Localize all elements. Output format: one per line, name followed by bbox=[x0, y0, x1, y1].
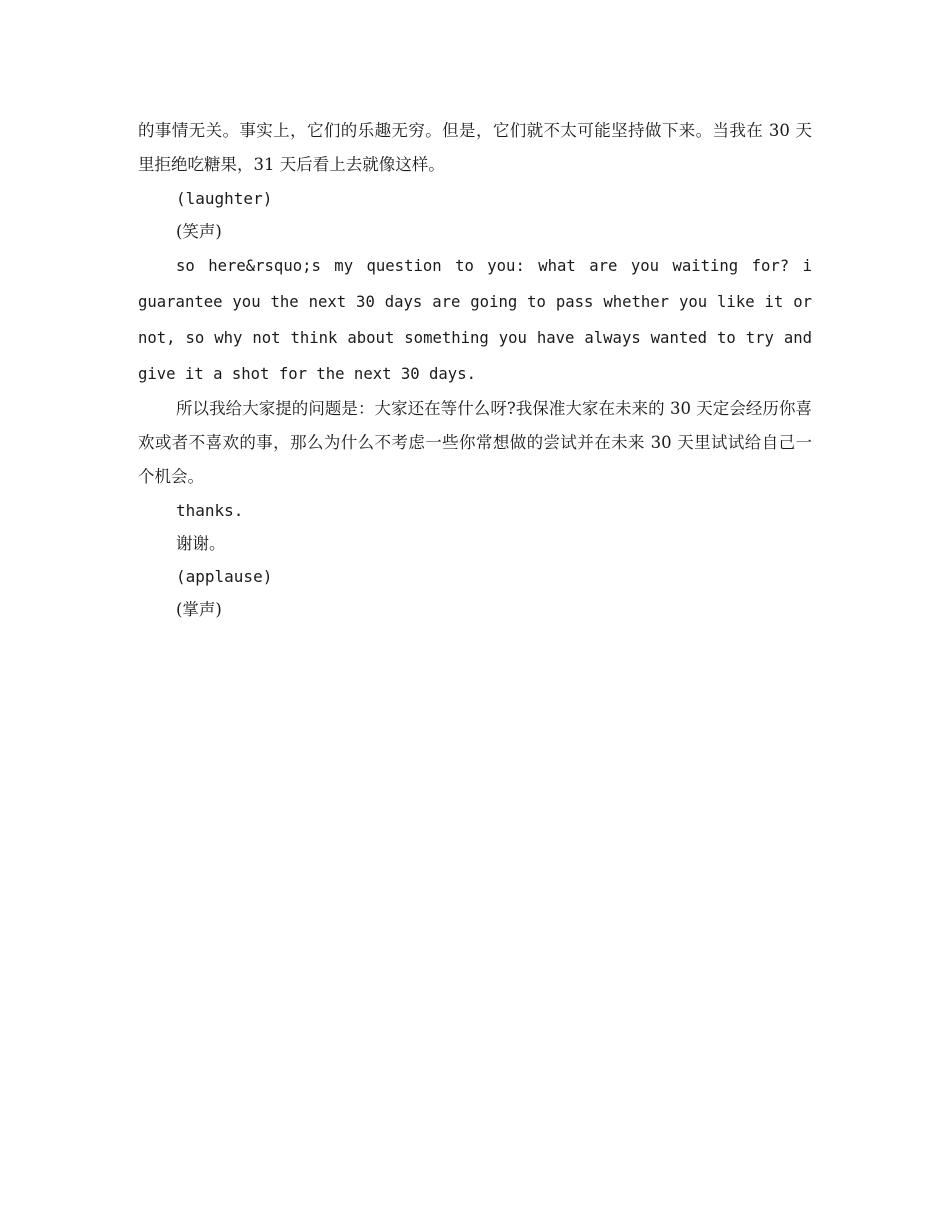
document-body bbox=[138, 114, 812, 626]
paragraph-question-cn: 所以我给大家提的问题是：大家还在等什么呀?我保准大家在未来的 30 天定会经历你喜欢或者不喜欢的事，那么为什么不考虑一些你常想做的尝试并在未来 30 天里试试给自己一个机会。 bbox=[138, 399, 812, 486]
paragraph-laughter-en: (laughter) bbox=[176, 189, 273, 208]
paragraph-applause-en: (applause) bbox=[176, 567, 273, 586]
paragraph-thanks-en: thanks. bbox=[176, 501, 244, 520]
paragraph-thanks-cn: 谢谢。 bbox=[176, 534, 226, 553]
paragraph-laughter-cn: (笑声) bbox=[176, 222, 222, 241]
paragraph-applause-cn: (掌声) bbox=[176, 600, 222, 619]
paragraph-cn-intro: 的事情无关。事实上，它们的乐趣无穷。但是，它们就不太可能坚持做下来。当我在 30 天里拒绝吃糖果，31 天后看上去就像这样。 bbox=[138, 121, 812, 174]
paragraph-question-en: so here&rsquo;s my question to you: what are you waiting for? i guarantee you the next 30 days are going to pass whether you like it or not, so why not think about something you have always wanted to try and give it a shot for the next 30 days. bbox=[138, 257, 812, 383]
